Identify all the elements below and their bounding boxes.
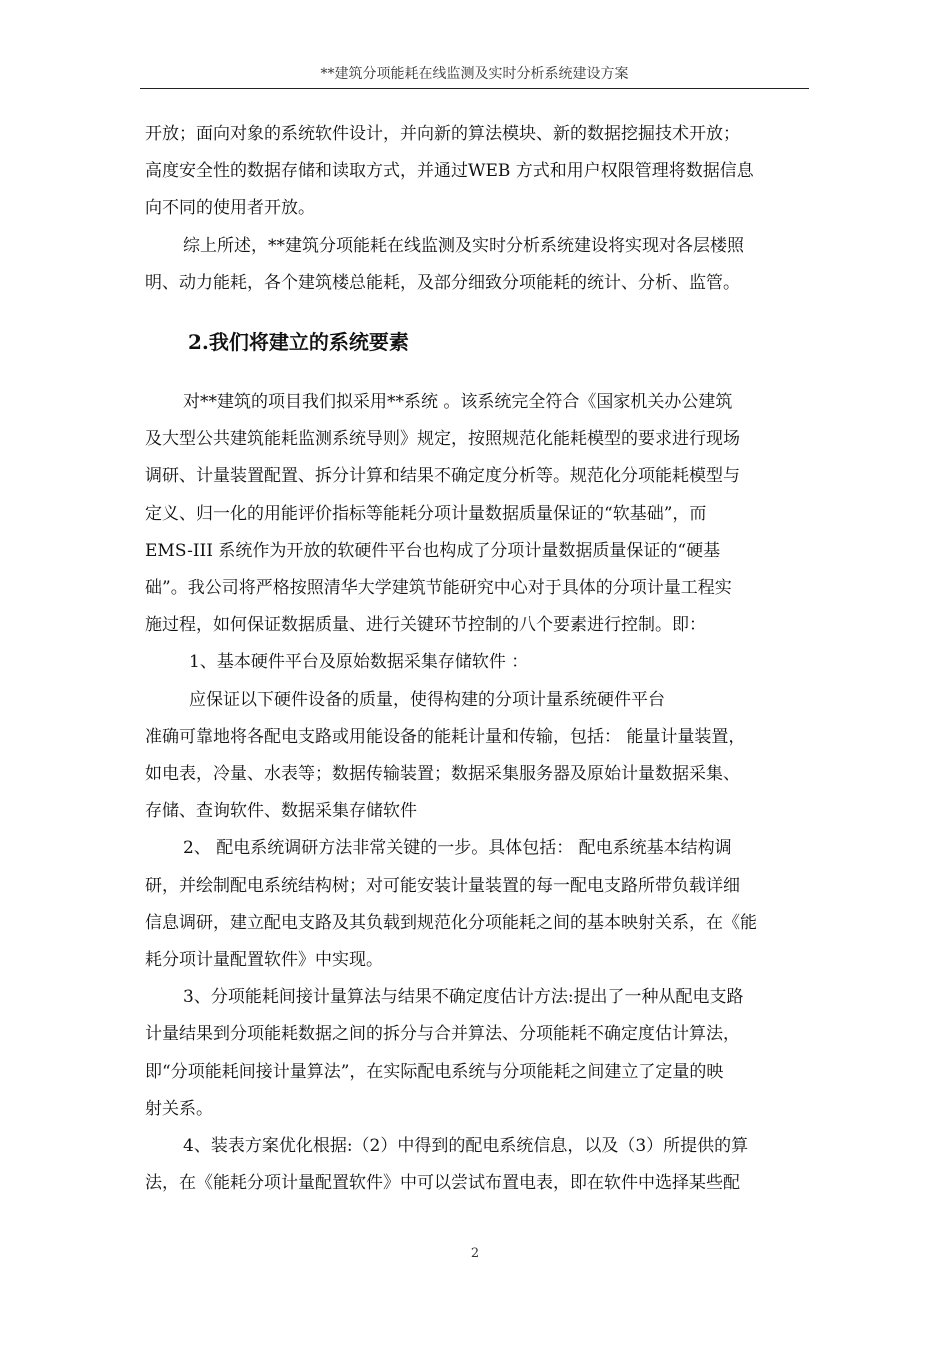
body-line: 定义、归一化的用能评价指标等能耗分项计量数据质量保证的“软基础”，而 [145,503,707,524]
body-line: 研，并绘制配电系统结构树；对可能安装计量装置的每一配电支路所带负载详细 [145,875,740,896]
header-title: **建筑分项能耗在线监测及实时分析系统建设方案 [320,66,629,82]
body-line: 耗分项计量配置软件》中实现。 [145,950,383,971]
body-line: 及大型公共建筑能耗监测系统导则》规定，按照规范化能耗模型的要求进行现场 [145,429,740,450]
body-line: 向不同的使用者开放。 [145,198,315,219]
page-footer [0,1246,950,1261]
list-item-title: 1、基本硬件平台及原始数据采集存储软件 ： [189,652,529,673]
body-line: 明、动力能耗，各个建筑楼总能耗，及部分细致分项能耗的统计、分析、监管。 [145,272,740,293]
body-line: 存储、查询软件、数据采集存储软件 [145,801,417,822]
body-line: 4、装表方案优化根据:（2）中得到的配电系统信息，以及（3）所提供的算 [183,1136,749,1157]
page-header [140,62,809,89]
body-line: 2、 配电系统调研方法非常关键的一步。具体包括： 配电系统基本结构调 [183,838,732,859]
body-line: 综上所述，**建筑分项能耗在线监测及实时分析系统建设将实现对各层楼照 [183,235,744,256]
body-line: 射关系。 [145,1098,213,1119]
body-line: 础”。我公司将严格按照清华大学建筑节能研究中心对于具体的分项计量工程实 [145,578,732,599]
body-line: 如电表，冷量、水表等；数据传输装置；数据采集服务器及原始计量数据采集、 [145,764,740,785]
body-line: EMS-III 系统作为开放的软硬件平台也构成了分项计量数据质量保证的“硬基 [145,540,721,561]
body-line: 高度安全性的数据存储和读取方式，并通过WEB 方式和用户权限管理将数据信息 [145,161,754,182]
body-line: 开放；面向对象的系统软件设计，并向新的算法模块、新的数据挖掘技术开放； [145,124,740,144]
body-line: 法，在《能耗分项计量配置软件》中可以尝试布置电表，即在软件中选择某些配 [145,1173,740,1194]
body-line: 调研、计量装置配置、拆分计算和结果不确定度分析等。规范化分项能耗模型与 [145,466,740,487]
body-line: 施过程，如何保证数据质量、进行关键环节控制的八个要素进行控制。即： [145,615,706,636]
body-line: 应保证以下硬件设备的质量，使得构建的分项计量系统硬件平台 [189,689,665,710]
document-body [145,116,809,1202]
body-line: 3、分项能耗间接计量算法与结果不确定度估计方法:提出了一种从配电支路 [183,987,744,1008]
section-heading: 2.我们将建立的系统要素 [188,330,409,355]
page-number: 2 [470,1246,480,1261]
body-line: 准确可靠地将各配电支路或用能设备的能耗计量和传输，包括： 能量计量装置， [145,726,746,747]
body-line: 信息调研，建立配电支路及其负载到规范化分项能耗之间的基本映射关系，在《能 [145,912,757,933]
body-line: 对**建筑的项目我们拟采用**系统 。该系统完全符合《国家机关办公建筑 [183,392,733,413]
body-line: 即“分项能耗间接计量算法”，在实际配电系统与分项能耗之间建立了定量的映 [145,1061,724,1082]
body-line: 计量结果到分项能耗数据之间的拆分与合并算法、分项能耗不确定度估计算法， [145,1024,740,1045]
